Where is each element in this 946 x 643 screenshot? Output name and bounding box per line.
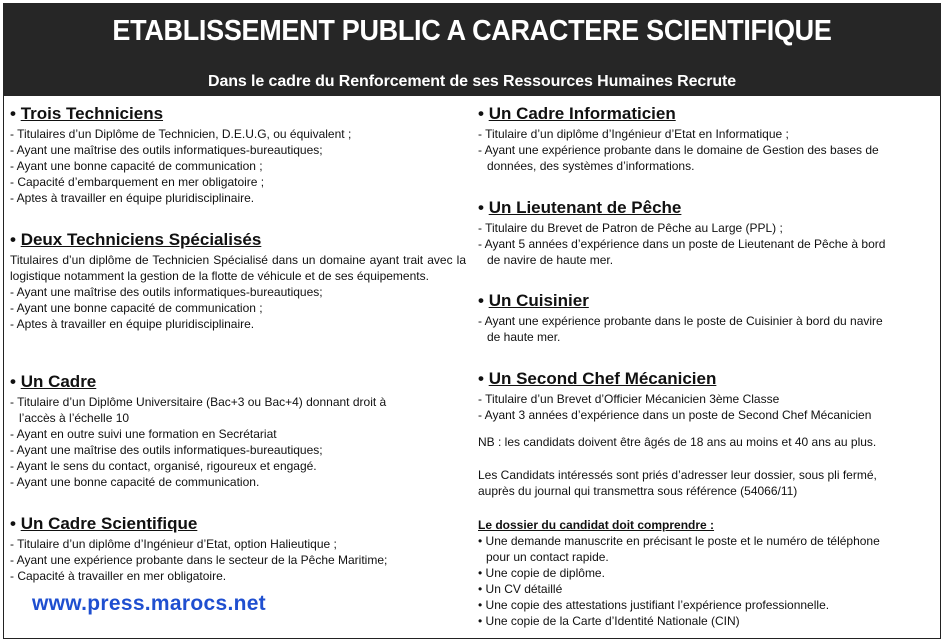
list-item-continued: l’accès à l’échelle 10 bbox=[19, 411, 130, 425]
section-cadre-scientifique bbox=[10, 514, 466, 584]
list-item: - Ayant une bonne capacité de communication ; bbox=[10, 159, 263, 173]
section-second-chef-mecanicien bbox=[478, 369, 933, 423]
list-item: - Ayant une expérience probante dans le domaine de Gestion des bases de bbox=[478, 143, 879, 157]
list-item: • Une copie de diplôme. bbox=[478, 566, 605, 580]
list-item: - Ayant une bonne capacité de communication. bbox=[10, 475, 260, 489]
list-item: - Titulaires d’un Diplôme de Technicien, D.E.U.G, ou équivalent ; bbox=[10, 127, 352, 141]
page-subtitle: Dans le cadre du Renforcement de ses Ressources Humaines Recrute bbox=[207, 73, 737, 90]
list-item: - Titulaire d’un Diplôme Universitaire (Bac+3 ou Bac+4) donnant droit à bbox=[10, 395, 387, 409]
header-banner bbox=[3, 3, 941, 96]
section-heading: • Un Cadre bbox=[10, 372, 97, 391]
list-item: - Ayant une maîtrise des outils informatiques-bureautiques; bbox=[10, 143, 323, 157]
contact-line: Les Candidats intéressés sont priés d’adresser leur dossier, sous pli fermé, bbox=[478, 468, 877, 482]
list-item: - Ayant 5 années d’expérience dans un poste de Lieutenant de Pêche à bord bbox=[478, 237, 886, 251]
list-item: - Ayant en outre suivi une formation en Secrétariat bbox=[10, 427, 277, 441]
page-title: ETABLISSEMENT PUBLIC A CARACTERE SCIENTIFIQUE bbox=[112, 15, 832, 47]
list-item: - Ayant une maîtrise des outils informatiques-bureautiques; bbox=[10, 443, 323, 457]
section-heading: • Trois Techniciens bbox=[10, 104, 164, 123]
list-item-continued: de navire de haute mer. bbox=[487, 253, 614, 267]
list-item: - Aptes à travailler en équipe pluridisciplinaire. bbox=[10, 317, 255, 331]
list-item: - Titulaire d’un diplôme d’Ingénieur d’Etat en Informatique ; bbox=[478, 127, 789, 141]
list-item-continued: de haute mer. bbox=[487, 330, 561, 344]
list-item-continued: pour un contact rapide. bbox=[486, 550, 609, 564]
contact-paragraph bbox=[478, 467, 933, 499]
list-item: - Ayant 3 années d’expérience dans un poste de Second Chef Mécanicien bbox=[478, 408, 872, 422]
section-heading: • Un Second Chef Mécanicien bbox=[478, 369, 717, 388]
list-item: • Une copie de la Carte d’Identité Nationale (CIN) bbox=[478, 614, 740, 628]
list-item-continued: données, des systèmes d’informations. bbox=[487, 159, 695, 173]
section-heading: • Un Cuisinier bbox=[478, 291, 589, 310]
list-item: - Capacité à travailler en mer obligatoire. bbox=[10, 569, 227, 583]
list-item: - Titulaire d’un Brevet d’Officier Mécanicien 3ème Classe bbox=[478, 392, 780, 406]
section-heading: • Deux Techniciens Spécialisés bbox=[10, 230, 262, 249]
dossier-section bbox=[478, 517, 933, 629]
list-item: - Ayant une maîtrise des outils informatiques-bureautiques; bbox=[10, 285, 323, 299]
list-item: - Capacité d’embarquement en mer obligatoire ; bbox=[10, 175, 265, 189]
contact-line: auprès du journal qui transmettra sous référence (54066/11) bbox=[478, 484, 798, 498]
list-item: • Une demande manuscrite en précisant le poste et le numéro de téléphone bbox=[478, 534, 880, 548]
footer-watermark-link[interactable]: www.press.marocs.net bbox=[32, 592, 266, 615]
section-lieutenant-peche bbox=[478, 198, 933, 268]
section-trois-techniciens bbox=[10, 104, 466, 206]
paragraph: Titulaires d’un diplôme de Technicien Spécialisé dans un domaine ayant trait avec la logistique notamment la gestion de la flotte de véhicule et de ses équipements. bbox=[10, 253, 466, 283]
list-item: - Titulaire d’un diplôme d’Ingénieur d’Etat, option Halieutique ; bbox=[10, 537, 337, 551]
section-cuisinier bbox=[478, 291, 933, 345]
section-heading: • Un Cadre Informaticien bbox=[478, 104, 676, 123]
list-item: • Une copie des attestations justifiant l’expérience professionnelle. bbox=[478, 598, 830, 612]
section-deux-techniciens bbox=[10, 230, 466, 332]
dossier-title: Le dossier du candidat doit comprendre : bbox=[478, 518, 715, 532]
list-item: - Ayant une bonne capacité de communication ; bbox=[10, 301, 263, 315]
list-item: - Titulaire du Brevet de Patron de Pêche au Large (PPL) ; bbox=[478, 221, 783, 235]
list-item: - Ayant une expérience probante dans le poste de Cuisinier à bord du navire bbox=[478, 314, 883, 328]
list-item: - Ayant le sens du contact, organisé, rigoureux et engagé. bbox=[10, 459, 317, 473]
section-un-cadre bbox=[10, 372, 466, 490]
list-item: • Un CV détaillé bbox=[478, 582, 563, 596]
section-heading: • Un Lieutenant de Pêche bbox=[478, 198, 682, 217]
list-item: - Ayant une expérience probante dans le secteur de la Pêche Maritime; bbox=[10, 553, 388, 567]
list-item: - Aptes à travailler en équipe pluridisciplinaire. bbox=[10, 191, 255, 205]
section-heading: • Un Cadre Scientifique bbox=[10, 514, 198, 533]
nb-note: NB : les candidats doivent être âgés de 18 ans au moins et 40 ans au plus. bbox=[478, 435, 877, 449]
section-cadre-informaticien bbox=[478, 104, 933, 174]
